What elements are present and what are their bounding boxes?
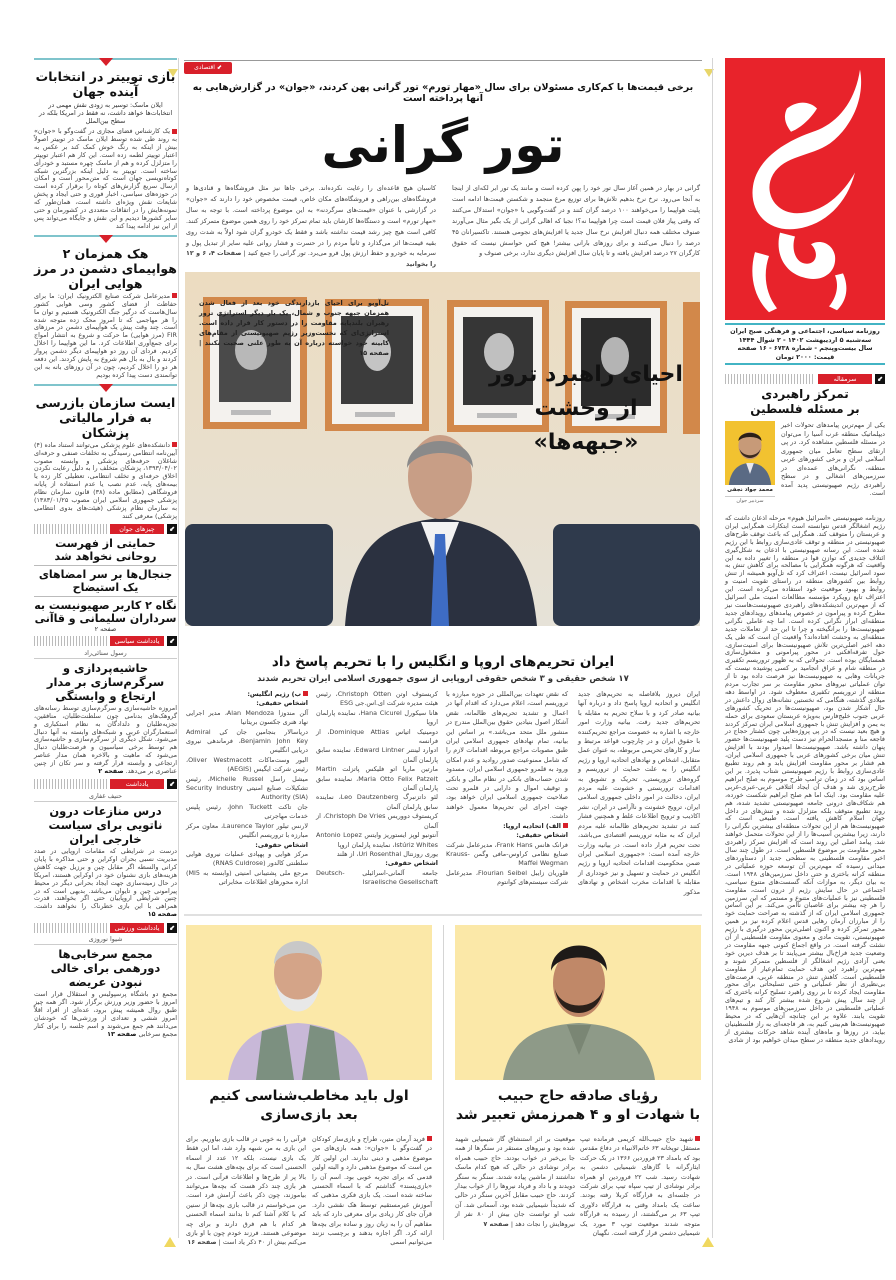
arrow-icon: ⬋ — [167, 779, 177, 789]
bullet-icon — [172, 129, 177, 134]
story-title[interactable]: بازی توییتر در انتخابات آینده جهان — [35, 69, 176, 99]
page-reference[interactable]: صفحه ۷ — [483, 1219, 509, 1228]
sanctioned-person: هانا سیکورل Hana Cicurel، نماینده پارلمان اروپا — [316, 708, 438, 727]
brief-headline[interactable]: جنجال‌ها بر سر امضاهای یک استیضاح — [38, 567, 173, 594]
author-byline: رسول سنائی‌راد — [34, 649, 177, 659]
hatch-decoration — [34, 636, 107, 646]
martyr-story-column-1 — [580, 1135, 700, 1238]
arrow-icon: ⬋ — [167, 636, 177, 646]
sanctioned-person: فرانک هانس Frank Hans، مدیرعامل شرکت صنایع نظامی کراوس-مافی وگمن Krauss-Maffei Wegman — [446, 840, 568, 868]
story-subtitle: ایلان ماسک: توسیر به زودی نقش مهمی در انتخابات‌ها خواهد داشت، نه فقط در امریکا بلکه در سطح بین‌الملل — [38, 101, 173, 125]
story-doctors-tax[interactable] — [34, 395, 177, 521]
page-reference[interactable]: صفحات ۴، ۶ و ۱۲ را بخوانید — [186, 249, 436, 269]
brief-headline[interactable]: نگاه ۲ کاربر صهیونیست به سرداران سلیمانی و قاآنی — [34, 598, 177, 625]
bullet-icon — [172, 293, 177, 298]
brief-headline[interactable]: حمایتی از فهرست روحانی نخواهد شد — [54, 536, 157, 563]
sanctioned-person: جان تاکت John Tuckett، رئیس پلیس خدمات مهاجرتی — [186, 802, 308, 821]
hatch-decoration — [34, 923, 107, 933]
caption-text: تل‌آویو برای احیای بازدارندگی خود بعد از فعال شدن همزمان جبهه جنوب و شمال، یک بار دیگر استراتژی ترور رهبران بلندپایه مقاومت را در دستور کار قرار داده است. استراتژی‌ای که نخست‌وزیر رژیم صهیونیستی از مقام‌های کابینه خود خواسته درباره آن به طور علنی صحبت نکنند — [199, 299, 389, 347]
arrow-icon: ⬋ — [875, 374, 885, 384]
bullet-icon — [695, 1136, 700, 1141]
masthead-info — [725, 323, 885, 365]
divider — [34, 596, 177, 597]
section-tag-politics — [34, 636, 177, 647]
arrow-icon: ⬋ — [214, 64, 222, 71]
story-divider — [34, 235, 177, 243]
sanctioned-entity: جامعه آلمانی-اسرائیلی Deutsch-Israelische Gesellschaft — [316, 868, 438, 887]
hatch-decoration — [34, 524, 107, 534]
masthead-issue: سال بیست‌وپنجم - شماره ۶۷۳۸ - ۱۶ صفحه — [737, 344, 873, 352]
headline-line: اول باید مخاطب‌شناسی کنیم — [209, 1088, 409, 1104]
sanctions-text: که نقض تعهدات بین‌المللی در حوزه مبارزه با تروریسم است، اعلام می‌دارد که اقدام آنها در اعمال و تشدید تحریم‌های ظالمانه، نقض آشکار اصول بنیادین حقوق بین‌الملل مندرج در منشور ملل متحد می‌باشد.» بر اساس این بیانیه، تمام نهادهای جمهوری اسلامی ایران طبق مصوبات مراجع مربوطه اقدامات لازم را که شامل ممنوعیت صدور روادید و عدم امکان ورود به قلمرو جمهوری اسلامی ایران، مسدود شدن حساب‌های بانکی در نظام مالی و بانکی و توقیف اموال و دارایی در قلمرو تحت صلاحیت جمهوری اسلامی ایران خواهد بود، جهت اجرای این تحریم‌ها معمول خواهند داشت. — [446, 690, 568, 821]
story-body — [34, 128, 177, 231]
sanctioned-person: دریاسالار بنجامین جان کی Admiral Benjamin John Key، فرماندهی نیروی دریایی انگلیس — [186, 727, 309, 755]
section-label: یادداشت سیاسی — [110, 636, 164, 646]
sanctioned-person: کریستوف دووریس Christoph De Vries، از آلمان — [316, 812, 438, 830]
story-text: شهید حاج حبیب‌الله کریمی فرمانده تیپ مستقل توپخانه ۶۳ خاتم‌الانبیاء در دفاع مقدس بود که بامداد ۲۳ فروردین ۱۳۶۶ در یک حرکت ایثارگرانه با گازهای شیمیایی دشمن به شهادت رسید. شب ۲۲ فروردین او همراه برادر نوشادی از تیپ سپاه تیپ برای شرکت در جلسه‌ای به قرارگاه کربلا رفته بودند. ساعت یک بامداد وقتی به قرارگاه دلاوری تیپ ۶۳ بر می‌گشتند، از رسیده به قرارگاه متوجه شدند موقعیت توپ ۳ مورد یک شیمیایی دشمن قرار گرفته است. نگهبان — [580, 1135, 700, 1238]
section-tag-sports — [34, 922, 177, 933]
story-body — [34, 848, 177, 919]
hero-headline-line: از وحشت «جبهه‌ها» — [533, 396, 639, 455]
headline-line: بعد بازی‌سازی — [260, 1107, 358, 1123]
page-reference[interactable]: صفحه ۱۵ — [147, 910, 177, 919]
masthead-date: سه‌شنبه ۵ اردیبهشت ۱۴۰۲ - ۲ شوال ۱۴۴۴ — [738, 335, 872, 344]
sanctions-column-2 — [446, 690, 568, 888]
editorial-title-line: بر مسئله فلسطین — [750, 402, 860, 416]
hero-headline-line: احیای راهبرد ترور — [489, 362, 683, 387]
sanctioned-person: لئو داتزنبرگ Leo Dautzenberg، نماینده سابق پارلمان آلمان — [316, 793, 438, 811]
arrow-icon: ⬋ — [167, 923, 177, 933]
story-title[interactable]: درس منازعات درون ناتویی برای سیاست خارجی ایران — [48, 803, 163, 846]
page-reference[interactable]: صفحه ۱۵ — [359, 349, 389, 357]
sanctions-column-1: ایران دیروز بلافاصله به تحریم‌های جدید انگلیس و اتحادیه اروپا پاسخ داد و درباره آنها بیانیه صادر کرد و با سلاح تحریم به مقابله با تحریم‌های جدید رفت. بیانیه وزارت امور خارجه با اشاره به خصومت مراجع تحریم‌کننده با حقوق ایران و در چارچوب قواعد مرتبط و ساز و کارهای تحریمی مربوطه، به عنوان عمل متقابل، اشخاص و نهادهای اتحادیه اروپا و رژیم انگلیس را به علت حمایت از تروریسم و گروه‌های تروریستی، تحریک و تشویق به اقدامات تروریستی و خشونت علیه مردم ایران، دخالت در امور داخلی جمهوری اسلامی ایران، ترویج خشونت و ناآرامی در ایران، نشر اکاذیب و ترویج اطلاعات غلط و همچنین فشار کنند در تشدید تحریم‌های ظالمانه علیه مردم ایران که به مثابه تروریسم اقتصادی می‌باشد، تحت تحریم قرار داده است. در بیانیه وزارت خارجه آمده است: «جمهوری اسلامی ایران ضمن محکومیت اقدامات اتحادیه اروپا و رژیم انگلیس در حمایت و تسهیل و نیز خودداری از مقابله با اقدامات مخرب اشخاص و نهادهای مذکور — [578, 690, 700, 896]
sanctioned-person: دومینیک اتیاس Dominique Attias، از فرانسه — [316, 727, 438, 746]
game-designer-column-1 — [312, 1135, 432, 1248]
bullet-icon — [172, 442, 177, 447]
logo-calligraphy-icon — [725, 58, 885, 320]
lead-text: کاسبان هیچ قاعده‌ای را رعایت نکرده‌اند. برخی جاها نیز مثل فروشگاه‌ها و قنادی‌ها و فروشگاه‌های بین‌راهی و فروشگاه‌های مکان خاص، قیمت مخصوص خود را دارند که «جوان» در گزارشی با عنوان «قیمت‌های سرگردنه» به این موضوع پرداخته است. با توجه به سال «مهار تورم» است و دستگاه‌ها کارشان باید تمام تمرکز خود را روی همین موضوع متمرکز کنند. کافی است هیچ چیز رشد قیمت نداشته باشد و فقط یک خودرو گران شود اولاً به شدت روی بقیه قیمت‌ها اثر می‌گذارد و ثانیاً مردم را در حسرت و فشار روانی علیه سایر از تبدیل پول و سرمایه به خودرو و حفظ ارزش پول فرو می‌برد. تور گرانی را جمع کنید | — [186, 184, 436, 258]
sanctions-subheading: اشخاص حقوقی: — [255, 840, 308, 849]
column-rule-left — [178, 58, 179, 1238]
section-label: اقتصادی — [194, 64, 215, 71]
bullet-icon — [563, 823, 568, 828]
author-role: سردبیر جوان — [725, 496, 775, 504]
editorial-lead-block — [725, 421, 885, 513]
sanctioned-entity: مرجع ملی پشتیبانی امنیتی (وابسته به MI5) اداره محورهای اطلاعات مخابراتی — [186, 868, 308, 887]
sanctioned-person: لارنس تیلور Laurence Taylor، معاون مرکز مبارزه با تروریسم انگلیس — [186, 821, 308, 840]
headline-line: با شهادت او و ۴ همرزمش تعبیر شد — [455, 1107, 701, 1123]
masthead-price: قیمت: ۲۰۰۰ تومان — [775, 352, 835, 361]
page-reference[interactable]: صفحه ۱۶ — [187, 1238, 217, 1247]
sanctioned-person: میشل راسل Michelle Russel، رئیس تشکیلات صنایع امنیتی Security Industry Authority (SIA) — [186, 774, 309, 802]
martyr-story-column-2 — [455, 1135, 575, 1229]
story-body-text: درست در شرایطی که مقامات اروپایی در صدد مدیریت نسبی بحران اوکراین و حتی مذاکره با پایان کرانی والسطه اگر مقابل چین و برزیل جهت کاهش هزینه‌های بازی نشنوان خود در اوکراین هستند، امریکا در حال زمینه‌سازی جهت ایجاد بحرانی دیگر در محیط پیرامونی چین و تایوان می‌باشد. بدیهی است که در چنین شرایطی اروپاییان حتی اگر بخواهند، قدرت همراهی با این بازی خطرناک را نخواهند داشت. — [34, 846, 177, 911]
right-column — [725, 58, 885, 1045]
story-text: قرآنی را به خوبی در قالب بازی بیاوریم. برای این بازی به من شبهه وارد شد، اما این فقط یک بازی نیست، بلکه ۱۲ عدد از اسماء الحسنی است که برای بچه‌های هشت سال به بالا پر از طرح‌ها و اطلاعات قرآنی است. در هر بازی چند ذکر هست که بچه‌ها می‌توانند بیاموزند، چون ذکر باعث آرامش فرد است. من می‌خواستم در قالب بازی بچه‌ها از سنین کم با کلام آشنا کنم تا بدانند اسماء الحسنی هر کدام با هم فرق دارند و برای چه موضوعی هستند. فرزند خودم چون با او بازی می‌کنم بیش از ۴۰ ذکر یاد است | — [186, 1135, 306, 1247]
masthead-line: روزنامه سیاسی، اجتماعی و فرهنگی صبح ایران — [730, 327, 880, 335]
story-text: موقعیت بر اثر استنشاق گاز شیمیایی شهید شده بود و نیروهای مستقر در سنگرها از همه جا بی‌خبر در خواب بودند. حاج حبیب همراه برادر نوشادی در حالی که هیچ کدام ماسک نداشتند از ماشین پیاده شدند. سنگر به سنگر دویدند و با داد و فریاد نیروها را از خواب بیدار کردند. حاج حبیب مقابل آخرین سنگر در حالی که شدیداً شیمیایی شده بود، آسمانی شد. آن شب او توانست جان بیش از ۸۰ نفر از نیروهایش را نجات دهد | — [455, 1135, 575, 1228]
story-divider — [34, 384, 177, 392]
hero-caption: تل‌آویو برای احیای بازدارندگی خود بعد از فعال شدن همزمان جبهه جنوب و شمال، یک بار دیگر استراتژی ترور رهبران بلندپایه مقاومت را در دستور کار قرار داده است. استراتژی‌ای که نخست‌وزیر رژیم صهیونیستی از مقام‌های کابینه خود خواسته درباره آن به طور علنی صحبت نکنند | صفحه ۱۵ — [199, 299, 389, 357]
bullet-icon — [303, 691, 308, 696]
bottom-column-rule — [443, 925, 444, 1240]
section-label: یادداشت بین‌الملل — [110, 779, 164, 789]
sanctioned-entity: مرکز هوایی و پهپادی عملیات نیروی هوایی سلطنتی کالدور (RNAS Culdrose) — [186, 849, 308, 868]
story-body-text: مجمع دو باشگاه پرسپولیس و استقلال قرار است امروز با حضور وزیر ورزش برگزار شود. اگر همه چیز طبق روال همیشه پیش برود، عده‌ای از افراد اقلاً امروز ششی و تعدادی از ورزشی‌ها که خودشان می‌دانند هم جمع می‌شوند و اسم جلسه را برای کنار مجمع سرخابی — [34, 990, 177, 1038]
editorial-title-line: تمرکز راهبردی — [761, 387, 849, 401]
story-title[interactable]: حاشیه‌پردازی و سرگرم‌سازی بر مدار ارتجاع و وابستگی — [46, 660, 165, 703]
game-designer-photo — [186, 925, 432, 1080]
author-byline: شیوا نوروزی — [34, 935, 177, 945]
sanctions-subheadline: ۱۷ شخص حقیقی و ۳ شخص حقوقی اروپایی از سوی جمهوری اسلامی ایران تحریم شدند — [257, 674, 629, 684]
story-hack-planes[interactable] — [34, 246, 177, 380]
sanctions-subheading: ب) رژیم انگلیس: — [247, 690, 301, 698]
section-label: چیزهای جوان — [110, 524, 164, 534]
hatch-decoration — [34, 779, 107, 789]
editorial-body: روزنامه صهیونیستی «اسرائیل هیوم» مرحله اذعان داشت که رژیم اشغالگر قدس نتوانسته است ابتکارات همگرایی ایران و عربستان را متوقف کند. همگرایی که باعث توقف طرح‌های صهیونیستی در منطقه و توقف عادی‌سازی روابط با این رژیم شده است. این رسانه صهیونیستی با اذعان به شکل‌گیری ائتلاف جدیدی که توازن قوا در منطقه را تغییر داده به این واقعیت که هرگونه همگرایی با مصالحه برای کاهش تنش به سود اسرائیل نیست، اعتراف کرد که تل‌آویو همیشه از تنش روابط بین کشورهای منطقه در راستای تقویت امنیت و روابط و بهبود موقعیت خود استفاده می‌کرده است. این اعتراف تابع رویکرد مؤسسه مطالعات امنیت ملی اسرائیل که از مهم‌ترین اندیشکده‌های راهبردی صهیونیست‌هاست نیز مطرح کرده و پیرامون در خصوص پیامدهای رویدادهای جدید منطقه‌ای ابراز نگرانی کرده است. اما چه عاملی نگرانی صهیونیست‌ها را برانگیخته و چرا تا این حد از تعاملات جدید منطقه‌ای به وحشت افتاده‌اند؟ واقعیت آن است که طی یک دهه اخیر اصلی‌ترین تلاش صهیونیست‌ها برای امنیت‌سازی، حول تفرقه‌افکنی در محور پیرامونی و مشغول‌سازی همسایگان بوده است. تحولاتی که به ظهور تروریسم تکفیری در منطقه شام و عراق انجامید بر کسی پوشیده نیست که جریانات وهابی به صهیونیست‌ها نیز فرصت داده بود تا از توان عملیاتی نیروهای محور مقاومت بر سر تجارب مردم منطقه از تروریسم تکفیری معطوف شود. در اواسط دهه میلادی گذشته، هنگامی که نخستین نشانه‌های زوال داعش در حال آشکار شدن بود، صهیونیست‌ها در تحریک کشورهای عربی جنوب خلیج‌فارس به‌ویژه عربستان سعودی برای حمله به یمن و افزایش تنش با جمهوری اسلامی ایران تمرکز کردند و هیچ بعید نیست که در پی پروژه‌هایی چون کشتار حجاج در فاجعه منا و مسجدالحرام نیز دست پلید صهیونیست‌ها حضور پنهان داشته باشد. صهیونیست‌ها امیدوار بودند با افزایش تنش میان برخی کشورهای عربی با جمهوری اسلامی ایران، هم فشار بر محور مقاومت افزایش یابد و هم روند تطبیع عادی‌سازی روابط با رژیم صهیونیستی شتاب پذیرد. بر این اساس بود که در زمان ترامپ طرح موسوم به صلح ابراهیم طرح‌ریزی شد و هدف آن ایجاد ائتلافی عربی-عبری-غربی علیه مقاومت بود. اینک اما هم صلح ابراهیم شکست خورده، هم شکاف‌های درونی جامعه صهیونیستی تشدید شده، هم روند تطبیع متوقف بلکه متزلزل شده و تنش‌های در داخل جهان اسلام کاهش یافته است. طبیعی است که صهیونیست‌ها هم از این تحولات منطقه‌ای بیشترین نگرانی را دارند، زیرا بیشترین آسیب‌ها را از این تحولات متحمل خواهند شد. پیامد اصلی این روند است که افزایش تمرکز راهبردی محور مقاومت بر موضوع فلسطین است. در طول چند سال اخیر مقاومت فلسطینی به سطحی جدید از دستاوردهای میدانی رسیده که مهم‌ترین آن توسعه حوزه عملیاتی در منطقه کرانه باختری و حتی داخل سرزمین‌های ۱۹۴۸ است. به بیان دیگر، به موازات آنکه گسست‌های متنوع سیاسی، اجتماعی در حال سایش رژیم از درون است، مقاومت فلسطینی نیز با عملیات‌های متنوع و مستمر که این سرزمین را هر چه بیشتر برای غاصبان ناامن می‌کند. بر این اساس جمهوری اسلامی ایران که از گذشته به صراحت حمایت خود را از مبارزان آرمان رهایی قدس اعلام کرده نیز بر همین محور تمرکز کرده و اکنون اصلی‌ترین محور درگیری با رژیم صهیونیستی، تقویت مادی و معنوی مقاومت فلسطینی از آن نشئت گرفته است. در واقع اجماع کنونی جبهه مقاومت در وضعیت جدید فراخ‌بال بیشتر می‌پایند تا بر هدف دیرین خود یعنی آزادی رژیم اشغالگر از فلسطین متمرکز شوند و مهم‌ترین راهبرد این هدف حمایت تمام‌عیار از مقاومت فلسطینی است. کاهش تنش در منطقه عربی، فرصت‌های بی‌نظیری از نظر عملیاتی و حتی تسلیحاتی برای محور مقاومت ایجاد کرده تا بر روی راهبرد تسلیح کرانه باختری که از چند سال پیش شروع شده بیشتر کار کند و تیم‌های عملیاتی فلسطینی در داخل سرزمین‌های موسوم به ۱۹۴۸ تقویت یابند. علاوه بر این چنانچه آن‌هایی که در محیط صهیونیست‌ها هم‌بینی کنیم به، هر فاجعه‌ای به راز فلسطینیان بیاید، در روزها و ماه‌های آینده شاهد حرکات بیشتری از رویدادهای جدید منطقه در سطح میدان خواهیم بود از شادی — [725, 514, 885, 1044]
sanctioned-person: فلوریان زایبل Flourian Seibel، مدیرعامل شرکت سیستم‌های کوانتوم — [446, 868, 568, 887]
sanctions-subheading: اشخاص حقوقی: — [385, 859, 438, 868]
sanctions-subheading: اشخاص حقیقی: — [516, 831, 568, 840]
page-reference[interactable]: صفحه ۲ — [94, 624, 117, 633]
story-body-text: دانشکده‌های علوم پزشکی می‌توانند استناد ماده (۴) آیین‌نامه انتظامی رسیدگی به تخلفات صنفی و حرفه‌ای شاغلان حرفه‌های پزشکی و وابسته مصوب ۱۳۹۳/۰۴/۰۲، پزشکان متخلف را به دلیل رعایت نکردن اخلاق حرفه‌ای و تخلف انتظامی، تعطیلی کار زده یا بیمه‌های پایه، عدم نصب یا عدم استفاده از پایانه فروشگاهی (مطابق ماده (۳۸) قانون سازمان نظام پزشکی جمهوری اسلامی ایران مصوب ۱۳۸۳/۰۱/۲۵) به سازمان نظام پزشکی (هیئت‌های بدوی انتظامی پزشکی) معرفی کنند — [34, 440, 177, 520]
page-reference[interactable]: صفحه ۲ — [98, 767, 124, 776]
editorial-title[interactable] — [725, 387, 885, 417]
arrow-icon: ⬋ — [167, 524, 177, 534]
top-rule — [184, 60, 702, 61]
sanctions-column-3 — [316, 690, 438, 888]
martyr-photo — [455, 925, 701, 1080]
lead-column-left — [186, 183, 436, 270]
headline-kicker: برخی قیمت‌ها با کم‌کاری مسئولان برای سال «مهار تورم» تور گرانی پهن کردند، «جوان» در گزارش‌هایی به آنها پرداخته است — [192, 82, 694, 104]
headline-line: رؤیای صادقه حاج حبیب — [497, 1088, 659, 1104]
left-column — [34, 56, 177, 1039]
story-body-text: امروزه حاشیه‌سازی و سرگرم‌سازی توسط رسانه‌های گروهک‌های بدنامی چون سلطنت‌طلبان، منافقین، تجزیه‌طلبان و دلدادگان به نظام استکباری و استعمارگران غربی و شبکه‌های وابسته به آنها دنبال می‌شود. شکل دیگری از سرگرم‌سازی و حاشیه‌سازی هم توسط برخی سیاسیون و فرصت‌طلبان دنبال می‌شود که ماهیت و بالاخره همان مدار عناصر ارتجاعی و وابسته قرار گرفته و سر تکان از چنین عناصری بر می‌دهد. — [34, 703, 177, 776]
main-headline[interactable]: تور گرانی — [321, 116, 565, 174]
bullet-icon — [427, 1136, 432, 1141]
section-separator — [184, 914, 702, 916]
sanctioned-person: مارتین ماریا اتو فلیکس پاتزلت Martin Maria Otto Felix Patzelt، نماینده سابق پارلمان آلمان — [316, 765, 438, 793]
sanctioned-person: یوری روزنتال Uri Rosenthal، از هلند — [336, 849, 438, 858]
author-name: محمد جواد نجفی — [727, 487, 773, 493]
game-designer-headline[interactable] — [186, 1087, 432, 1125]
sanctions-headline[interactable]: ایران تحریم‌های اروپا و انگلیس را با تحریم پاسخ داد — [271, 654, 615, 670]
sanctioned-person: آنتونیو لوپز ایستوریز وایتس Antonio Lopez Istúriz Whites، نماینده پارلمان اروپا — [316, 831, 438, 849]
divider — [34, 565, 177, 566]
author-photo — [725, 421, 775, 485]
sanctioned-person: الیور وست‌ماکات Oliver Westmacott، رئیس شرکت ایگیس (AEGIS) — [186, 755, 308, 774]
section-label: یادداشت ورزشی — [110, 923, 164, 933]
section-tag-economy — [184, 62, 232, 74]
sanctioned-person: کریستوف اوتن Christoph Otten، رئیس هیئت مدیره شرکت ای.اس.جی ESG — [316, 690, 438, 708]
section-tag-editorial — [725, 373, 885, 384]
column-rule-right — [712, 58, 713, 1238]
game-designer-column-2 — [186, 1135, 306, 1248]
story-body — [34, 293, 177, 380]
hero-photo[interactable] — [185, 272, 700, 626]
sanctioned-person: ادوارد لینتنر Edward Lintner، نماینده سابق پارلمان آلمان — [316, 746, 439, 764]
author-byline: حنیف غفاری — [34, 792, 177, 802]
editorial-lead: یکی از مهم‌ترین پیامدهای تحولات اخیر دیپلماتیک منطقه غرب آسیا را می‌توان در مسئله فلسطین مشاهده کرد. در پی ارتقای سطح تعامل میان جمهوری اسلامی ایران و برخی کشورهای عربی منطقه، نگرانی‌های عمده‌ای در سرزمین‌های اشغالی و در سطح راهبردی رژیم صهیونیستی پدید آمده است. — [781, 421, 885, 497]
story-body-text: مدیرعامل شرکت صنایع الکترونیک ایران: ما برای حفاظت از فضای کشور وسی هوایی کشور سال‌هاست که درگیر جنگ الکترونیک هستیم و توان ما را هر مهاجمی که تا امروز محک زده متوجه شده است. چند وقت پیش یک هواپیمای دشمن در مرزهای FIR (مرز هوایی) ما حرکت و شروع به انتشار امواج برای جمع‌آوری اطلاعات کرد. ما این هواپیما را اخلال کردیم. فردای آن روز دو هواپیمای دیگر دشمن پرواز کردند و بال به بال هم شروع به پایش کردند. این دفعه هر دو را اخلال کردیم، چون در آن روزهای بانه به این توانمندی دست پیدا کرده بودیم — [34, 291, 177, 379]
sanctioned-person: آلن مندوزا Alan Mendoza، مدیر اجرایی نهاد هنری جکسون بریتانیا — [186, 708, 308, 727]
story-title[interactable]: مجمع سرخابی‌ها دورهمی برای خالی نبودن عریضه — [50, 947, 161, 990]
section-tag-jam — [34, 524, 177, 535]
story-body — [34, 705, 177, 776]
sanctions-subheading: الف) اتحادیه اروپا: — [503, 821, 561, 830]
story-body — [34, 442, 177, 521]
story-twitter-elections[interactable] — [34, 69, 177, 231]
hatch-decoration — [725, 374, 815, 384]
page-reference[interactable]: صفحه ۱۳ — [107, 1029, 137, 1038]
story-divider — [34, 58, 177, 66]
story-body-text: یک کارشناس فضای مجازی در گفت‌وگو با «جوان» به روند طی شده توسط ایلان ماسک در توییتر اصولاً بیش از اینکه به رنگ خوش کمک کند بر عکس به اعتبار توییتر لطمه زده است. این کار هم اعتبار توییتر را متزلزل کرده و هم از ماسک چهره مستبد و خودرأی ساخته است. توییتر به دلیل اینکه بزرگترین شبکه کوتاه‌نویسی جهان است که متن‌محور است و امکان ارسال سریع گزارش‌های کوتاه را برقرار کرده است در حوزه‌های سیاسی، اخبار فوری و حتی ایجاد و پخش شایعات نقش ویژه‌ای داشته است، همان‌طور که نمونه‌هایش را در اتفاقات متعددی در کشورمان و حتی سایر کشورها دیدیم و این نقش و جایگاه می‌تواند پس از این نیز ادامه پیدا کند — [34, 127, 177, 230]
martyr-story-headline[interactable] — [455, 1087, 701, 1125]
story-title[interactable]: هک همزمان ۲ هواپیمای دشمن در مرز هوایی ایران — [34, 245, 177, 291]
registration-mark-bottom-left — [166, 1232, 176, 1240]
hero-headline[interactable] — [486, 358, 686, 460]
sanctions-column-4 — [186, 690, 308, 888]
story-title[interactable]: ایست سازمان بازرسی به فرار مالیاتی پزشکان — [35, 394, 176, 440]
sanctions-subheading: اشخاص حقیقی: — [256, 699, 308, 708]
section-label: سرمقاله — [818, 374, 872, 384]
newspaper-logo[interactable] — [725, 58, 885, 320]
story-body — [34, 991, 177, 1038]
lead-column-right: گرانی در بهار در همین آغاز سال تور خود را پهن کرده است و مانند یک تور ابر لکه‌ای از اینجا به آنجا می‌رود. نرخ نرخ بدهیم تلاش‌ها برای توزیع مرغ منجمد و شکستن قیمت‌ها ادامه است پلیت هواپیما را می‌خواهند ۱۰۰ درصد گران کنند و در گفت‌وگویی با «جوان» استدلال می‌کنند که وقتی پیاز فلان قیمت است چرا هواپیما نه؟! نجبا که اهالی گرانی از یک بگیر مثال می‌آورند صنوف مختلف همه دنبال افزایش نرخ سال جدید یا افزایش‌های نجومی هستند. تاکسیرانان ۴۵ درصد را دنبال می‌کنند و برای روزهای بارانی بیشتر! هیچ کس حواسش نیست که حقوق کارگران ۲۷ درصد افزایش یافته و تا پایان سال افزایش دیگری ندارد، برخی صنوف و — [452, 184, 700, 258]
story-text: فرید آرمان متین، طراح و بازی‌ساز کودکان در گفت‌وگو با «جوان»: همه بازی‌های من موضوع مذهبی و دینی ندارند. این اولین کار من است که موضوع مذهبی دارد و البته اولین قدمی که برای تجربه خوبی بود. اسم آن را «بازی‌پسند» گذاشتم که با اسماء الحسنی ساخته شده است. یک بازی فکری مذهبی که آموزش غیرمستقیم توسط هک نقشی دارد. قرآن جای کار زیادی برای معرفی دارد که باید مفاهیم آن را به زبان روز و ساده برای بچه‌ها ارائه کرد. اگر اجازه بدهند و برچسب نزنند می‌توانیم اسمی — [312, 1135, 432, 1247]
